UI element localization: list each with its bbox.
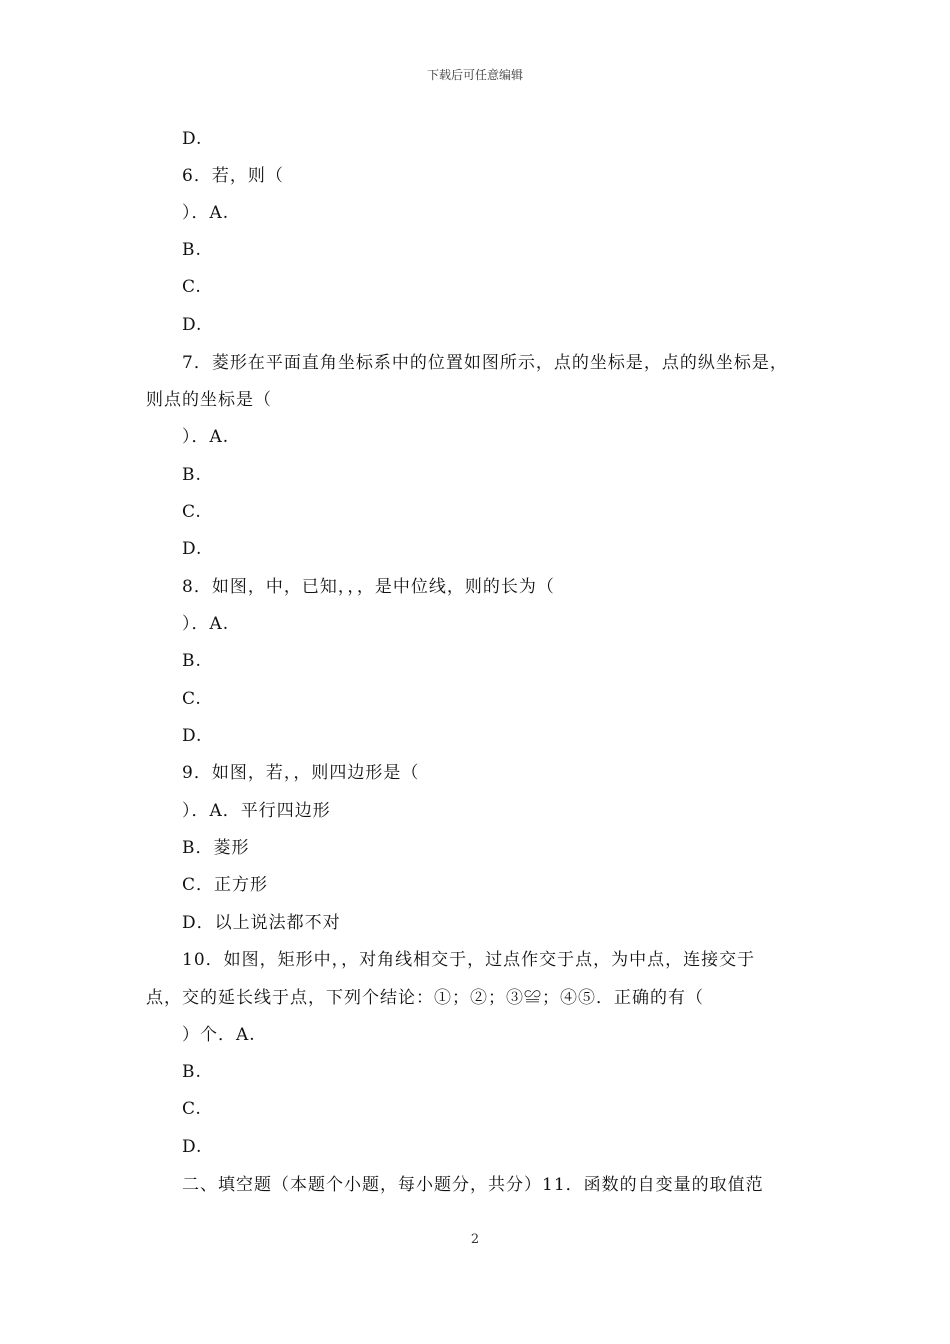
page-header: 下载后可任意编辑	[426, 68, 523, 82]
text-line: B.	[182, 1062, 202, 1082]
text-line: ）．A．平行四边形	[182, 801, 331, 821]
text-line: ）．A.	[182, 427, 230, 447]
question-6: 6．若，则（	[182, 166, 284, 186]
text-line: B.	[182, 240, 202, 260]
text-line: ）．A.	[182, 203, 230, 223]
section-heading: 二、填空题（本题个小题，每小题分，共分）11．函数的自变量的取值范	[182, 1175, 764, 1195]
text-line: B.	[182, 651, 202, 671]
text-line: ）．A.	[182, 614, 230, 634]
text-line: D.	[182, 726, 203, 746]
text-line: B.	[182, 465, 202, 485]
text-line: D.	[182, 129, 203, 149]
text-line: D.	[182, 1137, 203, 1157]
question-8: 8．如图，中，已知，，，是中位线，则的长为（	[182, 577, 555, 597]
question-9: 9．如图，若，，则四边形是（	[182, 763, 420, 783]
question-7: 7．菱形在平面直角坐标系中的位置如图所示，点的坐标是，点的纵坐标是，	[182, 353, 788, 373]
text-line: C.	[182, 277, 202, 297]
text-line: C.	[182, 1099, 202, 1119]
text-line: D．以上说法都不对	[182, 913, 341, 933]
text-line: ）个．A.	[182, 1025, 256, 1045]
text-line: 则点的坐标是（	[146, 390, 272, 410]
page-number: 2	[470, 1232, 480, 1247]
text-line: C.	[182, 502, 202, 522]
text-line: C.	[182, 689, 202, 709]
text-line: 点，交的延长线于点，下列个结论：①；②；③≌；④⑤．正确的有（	[146, 988, 704, 1008]
text-line: B．菱形	[182, 838, 250, 858]
text-line: D.	[182, 315, 203, 335]
text-line: C．正方形	[182, 875, 269, 895]
text-line: D.	[182, 539, 203, 559]
question-10: 10．如图，矩形中，，对角线相交于，过点作交于点，为中点，连接交于	[182, 950, 756, 970]
